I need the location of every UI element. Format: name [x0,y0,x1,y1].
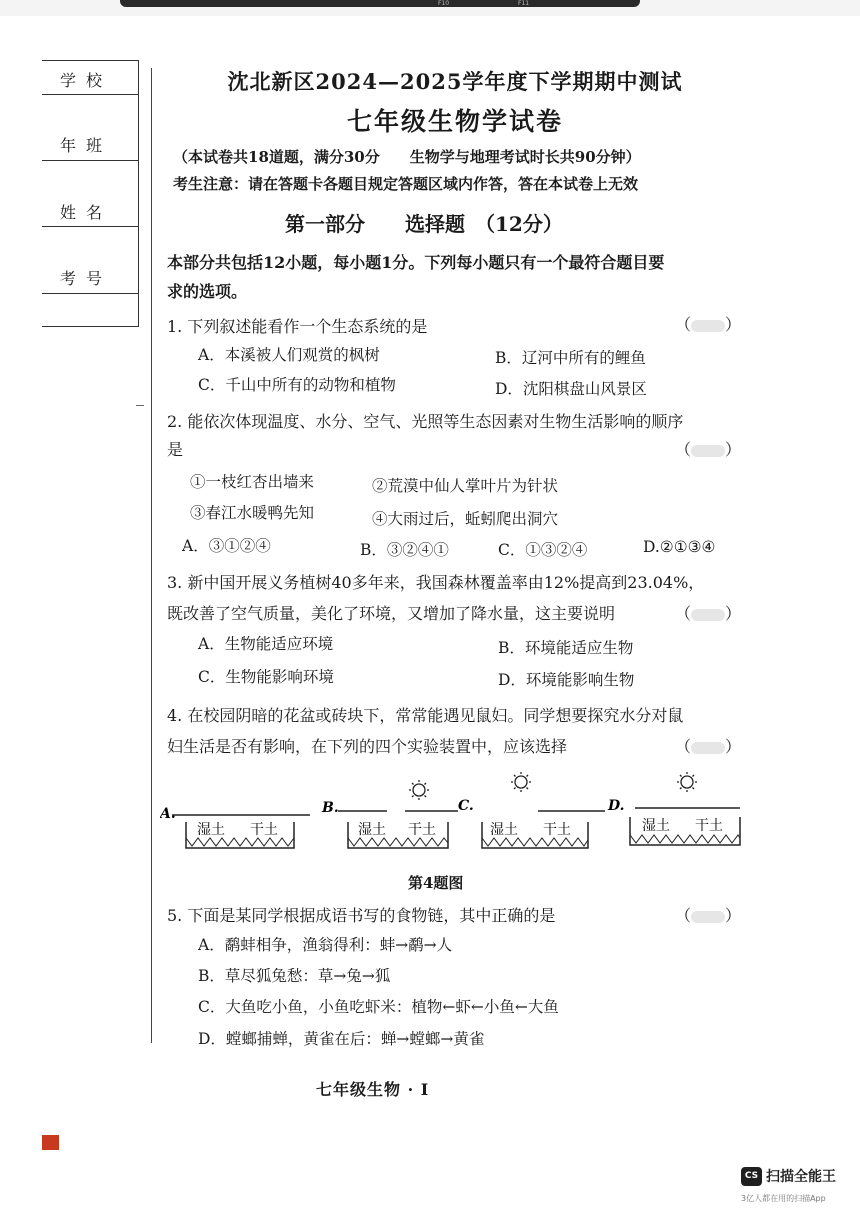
q5-option-c: C．大鱼吃小鱼，小鱼吃虾米：植物←虾←小鱼←大鱼 [198,998,559,1016]
q2-item-1: ①一枝红杏出墙来 [190,473,315,491]
part1-heading: 第一部分 选择题 （12分） [285,212,563,236]
page-footer: 七年级生物 · Ⅰ [316,1080,430,1099]
setup-a-left-label: 湿土 [197,822,225,838]
field-line-school [42,94,139,95]
q3-stem-line2: 既改善了空气质量，美化了环境，又增加了降水量，这主要说明 [167,604,616,623]
q5-stem: 5. 下面是某同学根据成语书写的食物链，其中正确的是 [167,906,556,925]
q3-answer-paren [675,601,741,624]
q4-stem-line1: 4. 在校园阴暗的花盆或砖块下，常常能遇见鼠妇。同学想要探究水分对鼠 [167,706,684,725]
q5-option-a: A．鹬蚌相争，渔翁得利：蚌→鹬→人 [198,936,453,954]
q5-answer-paren [675,903,741,926]
q5-option-b: B．草尽狐兔愁：草→兔→狐 [198,967,391,985]
q1-stem: 1. 下列叙述能看作一个生态系统的是 [167,317,428,336]
setup-c-soil [482,838,588,846]
q4-answer-paren [675,734,741,757]
paren-close: ） [725,604,742,623]
key-label-f10: F10 [438,0,450,7]
q2-option-b: B．③②④① [360,541,449,559]
q2-item-4: ④大雨过后，蚯蚓爬出洞穴 [372,510,559,528]
setup-d-soil [630,835,740,843]
q1-option-b: B．辽河中所有的鲤鱼 [495,349,646,367]
setup-c-left-label: 湿土 [490,822,518,838]
paren-close: ） [725,906,742,925]
setup-c [458,772,605,848]
q1-option-a: A．本溪被人们观赏的枫树 [198,346,380,364]
setup-d-sun-icon [677,772,697,792]
setup-c-sun-icon [511,772,531,792]
field-label-school: 学校 [60,71,113,90]
setup-a [160,806,310,848]
q5-option-d: D．螳螂捕蝉，黄雀在后：蝉→螳螂→黄雀 [198,1030,485,1048]
q3-option-a: A．生物能适应环境 [198,635,334,653]
answer-blank [691,445,725,457]
q2-option-c: C．①③②④ [498,541,588,559]
setup-a-right-label: 干土 [250,822,278,838]
exam-title-line2: 七年级生物学试卷 [346,107,563,136]
paren-close: ） [725,440,742,459]
q2-answer-paren [675,437,741,460]
q4-stem-line2: 妇生活是否有影响，在下列的四个实验装置中，应该选择 [167,737,568,756]
setup-a-soil [186,838,294,846]
q2-item-2: ②荒漠中仙人掌叶片为针状 [372,477,559,495]
q3-option-b: B．环境能适应生物 [498,639,634,657]
part1-instructions-line2: 求的选项。 [167,282,248,301]
setup-d-letter: D. [608,798,625,814]
q2-item-3: ③春江水暖鸭先知 [190,504,315,522]
key-label-f11: F11 [518,0,530,7]
field-line-class [42,160,139,161]
setup-a-letter: A. [160,806,176,822]
q2-stem-line1: 2. 能依次体现温度、水分、空气、光照等生态因素对生物生活影响的顺序 [167,412,684,431]
answer-blank [691,320,725,332]
keyboard-edge-photo [120,0,640,7]
answer-blank [691,609,725,621]
q1-option-c: C．千山中所有的动物和植物 [198,376,396,394]
binding-tick [136,405,144,406]
q2-stem-line2: 是 [167,440,184,459]
binding-line [151,68,152,1043]
setup-d-right-label: 干土 [695,818,723,834]
answer-blank [691,742,725,754]
paren-close: ） [725,737,742,756]
camscanner-tagline: 3亿人都在用的扫描App [741,1194,826,1203]
exam-notice: 考生注意：请在答题卡各题目规定答题区域内作答，答在本试卷上无效 [173,175,639,193]
answer-blank [691,911,725,923]
paren-open: （ [675,737,692,756]
q4-figure-caption: 第4题图 [408,874,464,892]
setup-c-letter: C. [458,798,474,814]
paren-open: （ [675,604,692,623]
setup-b-left-label: 湿土 [358,822,386,838]
setup-b [321,780,458,848]
q1-answer-paren [675,312,741,335]
paren-close: ） [725,315,742,334]
field-line-name [42,226,139,227]
q4-figure [160,770,750,865]
q3-option-c: C．生物能影响环境 [198,668,334,686]
q3-option-d: D．环境能影响生物 [498,671,635,689]
q1-option-d: D．沈阳棋盘山风景区 [495,380,647,398]
camscanner-logo-icon: CS [741,1167,762,1186]
paren-open: （ [675,315,692,334]
paren-open: （ [675,440,692,459]
q3-stem-line1: 3. 新中国开展义务植树40多年来，我国森林覆盖率由12%提高到23.04%， [167,573,705,592]
setup-d [607,772,740,845]
field-label-class: 年班 [60,136,113,155]
field-label-exam-number: 考号 [60,269,113,288]
exam-info: （本试卷共18道题，满分30分 生物学与地理考试时长共90分钟） [173,148,641,166]
part1-instructions-line1: 本部分共包括12小题，每小题1分。下列每小题只有一个最符合题目要 [167,253,665,272]
exam-title-line1: 沈北新区2024—2025学年度下学期期中测试 [227,69,683,94]
q2-option-d: D.②①③④ [643,538,716,556]
setup-b-letter: B. [322,800,339,816]
setup-b-soil [348,838,448,846]
setup-c-right-label: 干土 [543,822,571,838]
setup-b-sun-icon [409,780,429,800]
setup-b-right-label: 干土 [408,822,436,838]
camscanner-app-name: 扫描全能王 [766,1169,836,1185]
field-label-name: 姓名 [60,203,113,222]
q2-option-a: A．③①②④ [182,537,271,555]
setup-d-left-label: 湿土 [642,818,670,834]
red-corner-mark [42,1135,59,1150]
field-line-exam-number [42,293,139,294]
paren-open: （ [675,906,692,925]
